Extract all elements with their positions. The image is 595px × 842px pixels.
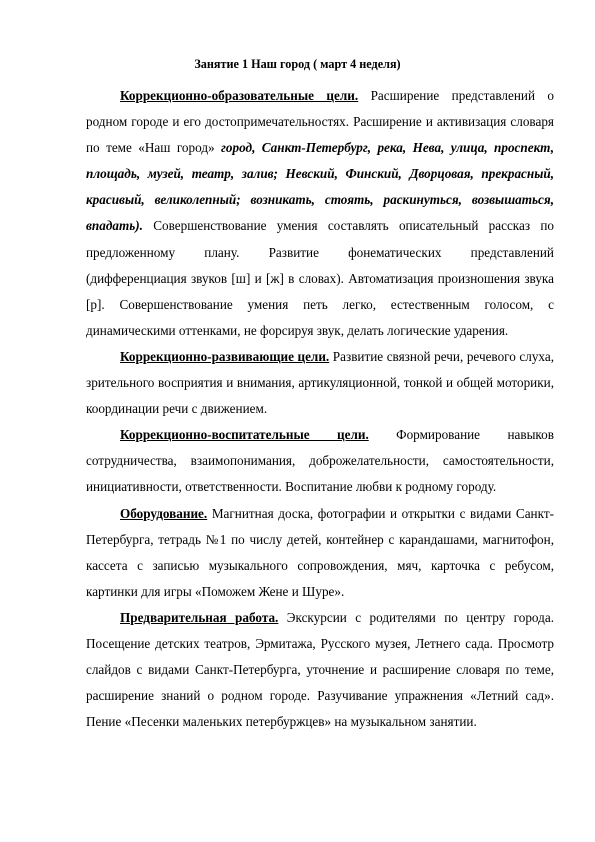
paragraph-correctional-educational-goals (86, 83, 554, 344)
paragraph-correctional-developmental-goals (86, 344, 554, 422)
paragraph-label: Коррекционно-развивающие цели. (120, 348, 330, 364)
paragraph-text: Формирование навыков сотрудничества, взаимопонимания, доброжелательности, самостоятельности, инициативности, ответственности. Воспитание любви к родному городу. (86, 427, 554, 495)
vocabulary-words: город, Санкт-Петербург, река, Нева, улица, проспект, площадь, музей, театр, залив; Невский, Финский, Дворцовая, прекрасный, красивый, великолепный; возникать, стоять, раскинуться, возвышаться, впадать). (86, 140, 554, 234)
document-body (86, 83, 554, 735)
paragraph-text: Совершенствование умения составлять описательный рассказ по предложенному плану. Развитие фонематических представлений (дифференциация звуков [ш] и [ж] в словах). Автоматизация произношения звука [р]. Совершенствование умения петь легко, естественным голосом, с динамическими оттенками, не форсируя звук, делать логические ударения. (86, 218, 554, 338)
paragraph-label: Коррекционно-воспитательные цели. (120, 427, 369, 443)
paragraph-label: Оборудование. (120, 505, 208, 521)
paragraph-equipment (86, 501, 554, 605)
paragraph-text: Развитие связной речи, речевого слуха, зрительного восприятия и внимания, артикуляционной, тонкой и общей моторики, координации речи с движением. (86, 348, 554, 417)
paragraph-label: Коррекционно-образовательные цели. (120, 88, 359, 103)
paragraph-text: Экскурсии с родителями по центру города. Посещение детских театров, Эрмитажа, Русского музея, Летнего сада. Просмотр слайдов с видами Санкт-Петербурга, уточнение и расширение словаря по теме, расширение знаний о родном городе. Разучивание упражнения «Летний сад». Пение «Песенки маленьких петербуржцев» на музыкальном занятии. (86, 609, 554, 730)
paragraph-label: Предварительная работа. (120, 609, 279, 625)
paragraph-preliminary-work (86, 605, 554, 735)
paragraph-text: Расширение представлений о родном городе и его достопримечательностях. Расширение и активизация словаря по теме «Наш город» (86, 88, 555, 156)
lesson-title: Занятие 1 Наш город ( март 4 неделя) (194, 57, 401, 71)
paragraph-correctional-upbringing-goals (86, 422, 554, 500)
paragraph-text: Магнитная доска, фотографии и открытки с видами Санкт-Петербурга, тетрадь №1 по числу детей, контейнер с карандашами, магнитофон, кассета с записью музыкального сопровождения, мяч, карточка с ребусом, картинки для игры «Поможем Жене и Шуре». (86, 505, 554, 599)
